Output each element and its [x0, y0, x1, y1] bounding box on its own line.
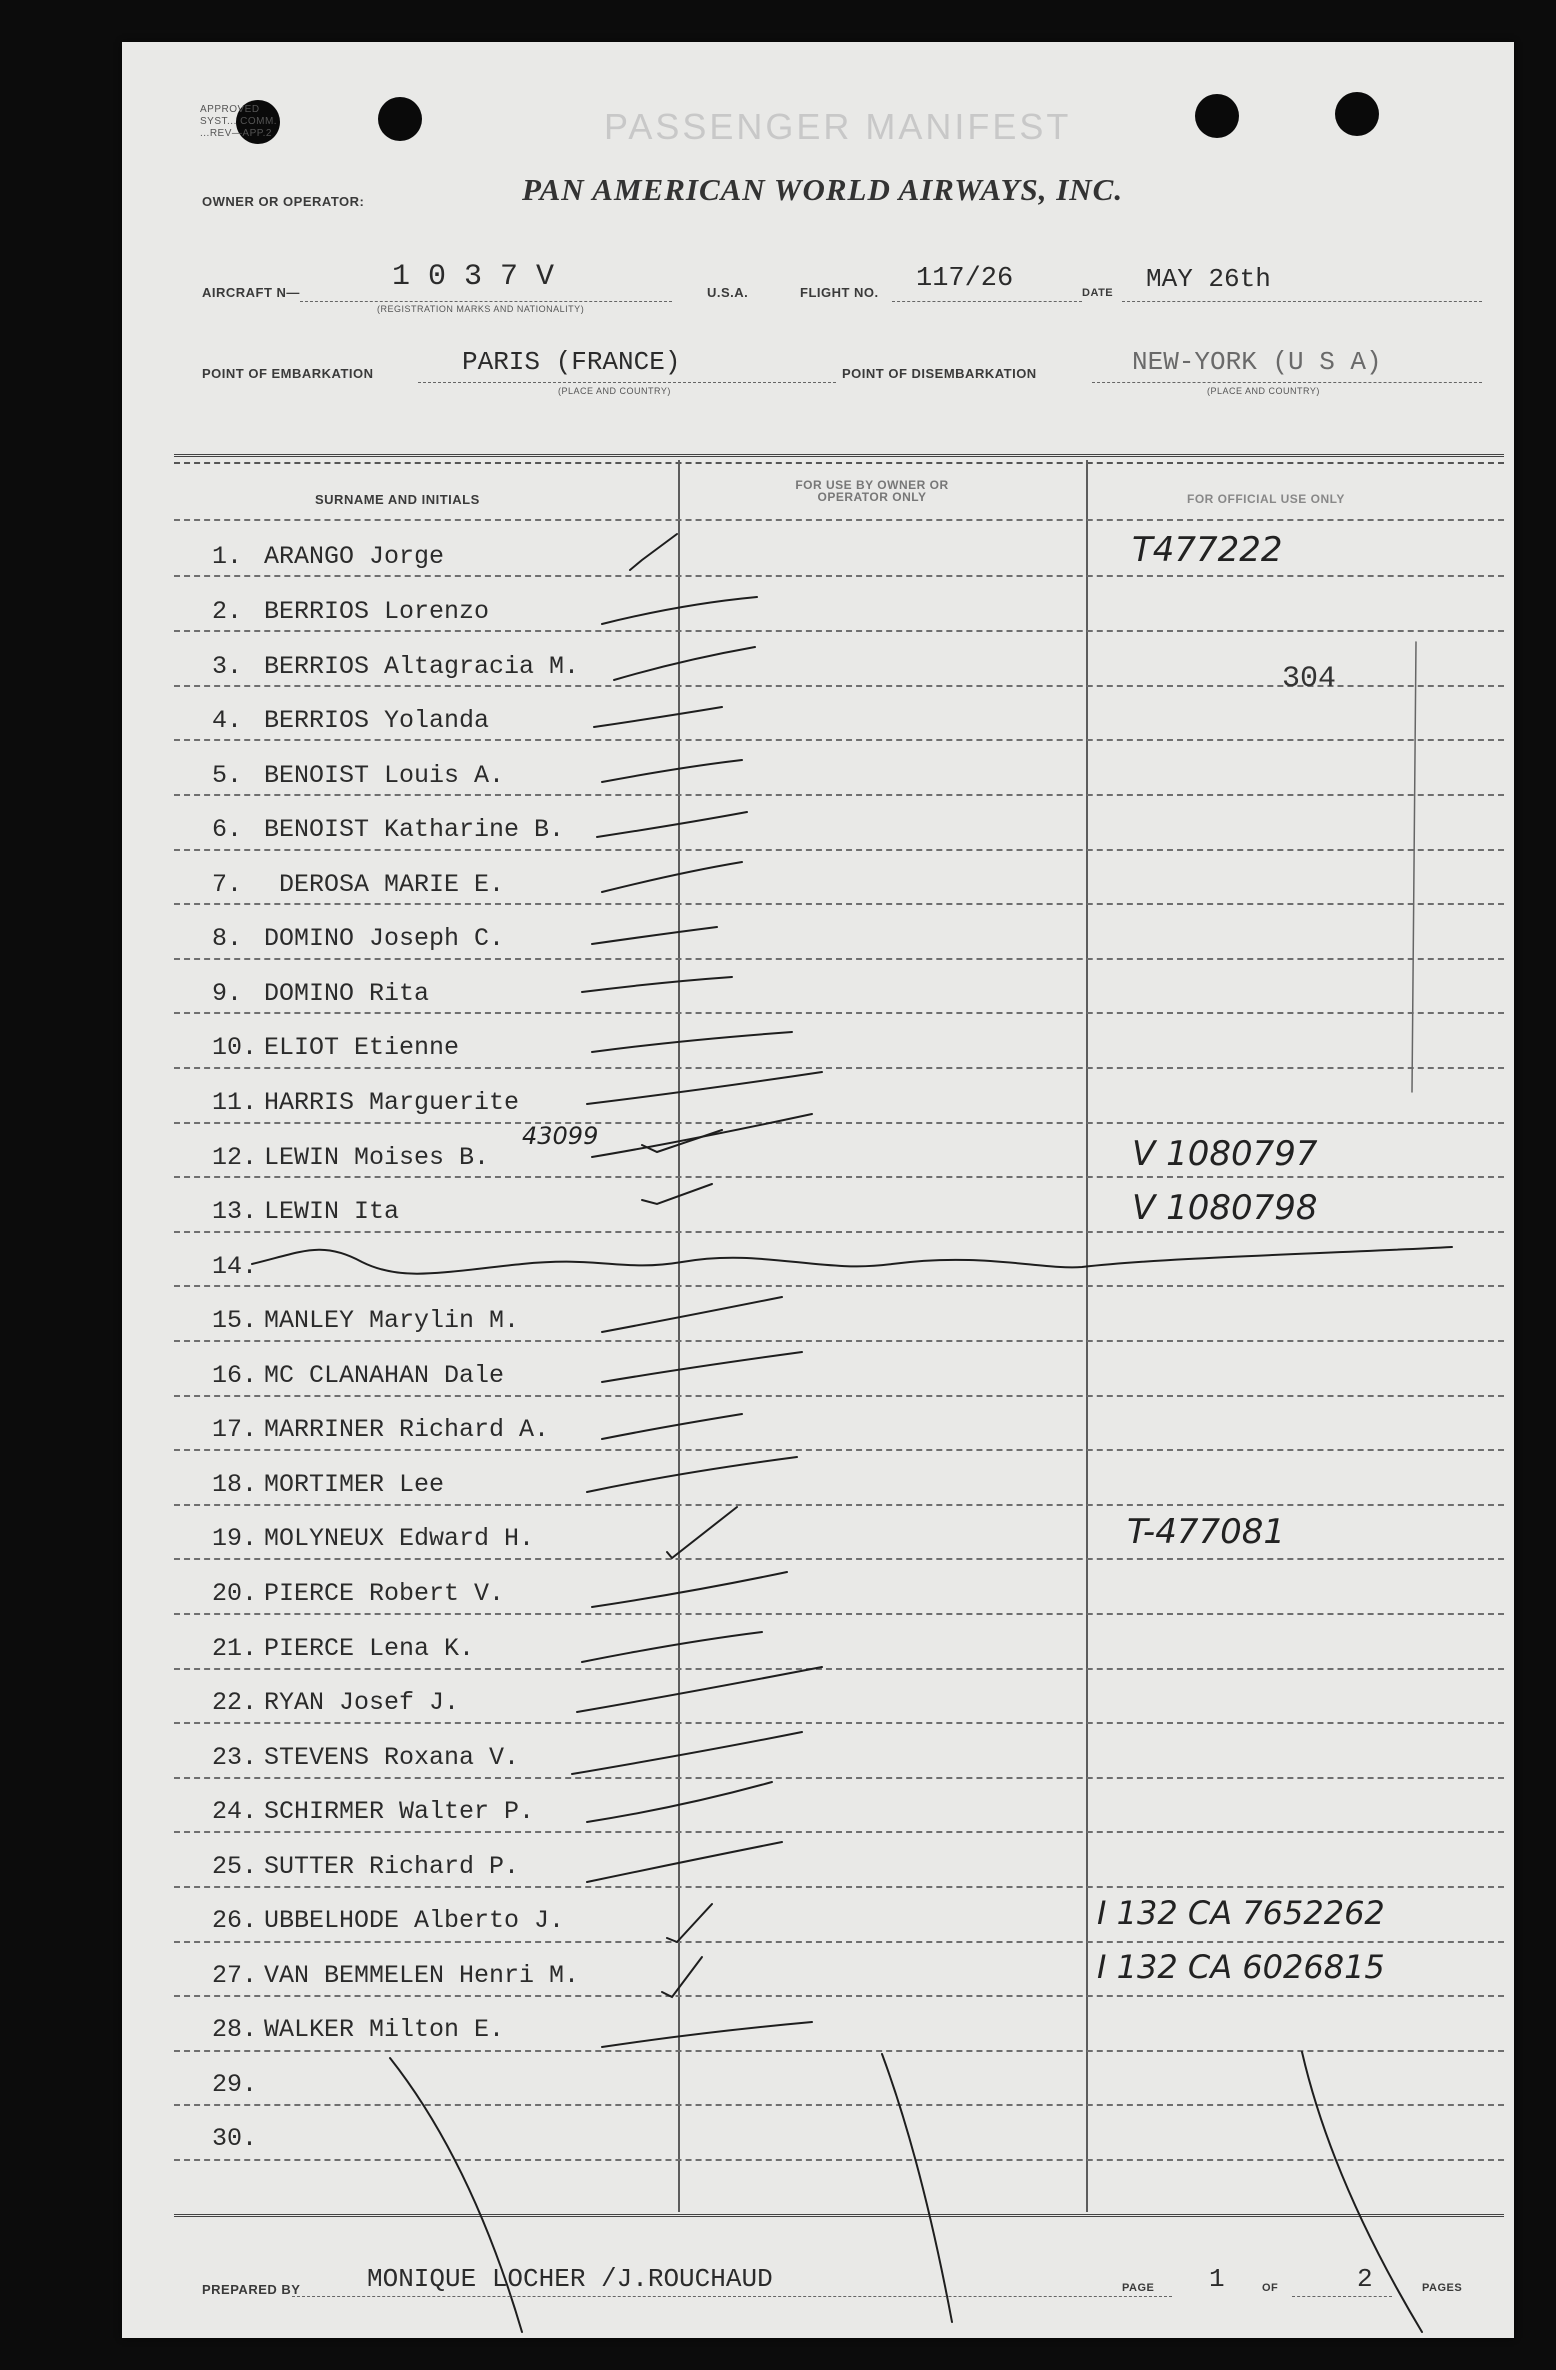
passenger-name: LEWIN Moises B. — [264, 1143, 490, 1172]
pen-stroke — [587, 1782, 772, 1822]
handwritten-entry-row13: V 1080798 — [1132, 1188, 1318, 1228]
row-number: 20. — [212, 1579, 258, 1608]
passenger-name: SUTTER Richard P. — [264, 1852, 520, 1881]
page-label: PAGE — [1122, 2282, 1155, 2294]
row-number: 16. — [212, 1361, 258, 1390]
row-number: 27. — [212, 1961, 258, 1990]
pen-stroke — [582, 1632, 762, 1662]
disembark-value: NEW-YORK (U S A) — [1132, 347, 1382, 377]
aircraft-caption: (REGISTRATION MARKS AND NATIONALITY) — [377, 304, 585, 314]
pen-stroke — [592, 1572, 787, 1607]
page-number: 1 — [1209, 2264, 1225, 2294]
pen-stroke — [594, 707, 722, 727]
pen-stroke — [614, 647, 755, 680]
row-number: 28. — [212, 2015, 258, 2044]
flight-label: FLIGHT NO. — [800, 285, 879, 300]
embark-value: PARIS (FRANCE) — [462, 347, 681, 377]
row-number: 29. — [212, 2070, 258, 2099]
row-number: 9. — [212, 979, 243, 1008]
of-label: OF — [1262, 2282, 1279, 2294]
passenger-name: ARANGO Jorge — [264, 542, 445, 571]
pen-stroke — [587, 1457, 797, 1492]
row-number: 7. — [212, 870, 243, 899]
row-number: 22. — [212, 1688, 258, 1717]
row-number: 25. — [212, 1852, 258, 1881]
row-number: 17. — [212, 1415, 258, 1444]
pen-stroke — [572, 1732, 802, 1774]
pen-stroke — [577, 1667, 822, 1712]
date-value: MAY 26th — [1146, 264, 1271, 294]
pen-stroke — [592, 1114, 812, 1157]
passenger-name: MARRINER Richard A. — [264, 1415, 550, 1444]
passenger-name: BERRIOS Lorenzo — [264, 597, 490, 626]
margin-line — [1412, 642, 1416, 1092]
passenger-name: WALKER Milton E. — [264, 2015, 505, 2044]
row-number: 2. — [212, 597, 243, 626]
check-mark — [667, 1507, 737, 1558]
row-number: 26. — [212, 1906, 258, 1935]
row-number: 10. — [212, 1033, 258, 1062]
flight-number: 117/26 — [916, 264, 1014, 294]
passenger-name: UBBELHODE Alberto J. — [264, 1906, 565, 1935]
handwritten-entry-row1: T477222 — [1132, 530, 1283, 570]
passenger-name: DOMINO Joseph C. — [264, 924, 505, 953]
form-title: PASSENGER MANIFEST — [604, 106, 1072, 147]
pen-stroke — [587, 1842, 782, 1882]
passenger-name: ELIOT Etienne — [264, 1033, 460, 1062]
pen-stroke — [602, 2022, 812, 2047]
pen-stroke — [602, 1352, 802, 1382]
pen-stroke — [597, 812, 747, 837]
pen-stroke — [587, 1072, 822, 1104]
disembark-caption: (PLACE AND COUNTRY) — [1207, 386, 1320, 396]
passenger-name: BERRIOS Altagracia M. — [264, 652, 580, 681]
total-pages: 2 — [1357, 2264, 1373, 2294]
row-number: 13. — [212, 1197, 258, 1226]
usa-label: U.S.A. — [707, 285, 749, 300]
row-number: 5. — [212, 761, 243, 790]
passenger-name: MOLYNEUX Edward H. — [264, 1524, 535, 1553]
row-number: 18. — [212, 1470, 258, 1499]
approval-line-3: ...REV—APP.2 — [200, 128, 272, 139]
pen-stroke — [602, 597, 757, 624]
row-number: 8. — [212, 924, 243, 953]
row-number: 4. — [212, 706, 243, 735]
row-number: 12. — [212, 1143, 258, 1172]
passenger-name: MORTIMER Lee — [264, 1470, 445, 1499]
passenger-name: DOMINO Rita — [264, 979, 430, 1008]
row-number: 23. — [212, 1743, 258, 1772]
pen-stroke — [592, 927, 717, 944]
row-number: 14. — [212, 1252, 258, 1281]
pen-stroke — [602, 1414, 742, 1439]
row-number: 19. — [212, 1524, 258, 1553]
passenger-name: MC CLANAHAN Dale — [264, 1361, 505, 1390]
official-number-304: 304 — [1282, 662, 1337, 696]
passenger-name: PIERCE Robert V. — [264, 1579, 505, 1608]
pen-stroke — [582, 977, 732, 992]
row-number: 15. — [212, 1306, 258, 1335]
passenger-name: MANLEY Marylin M. — [264, 1306, 520, 1335]
handwritten-entry-row19: T-477081 — [1127, 1512, 1285, 1552]
embark-caption: (PLACE AND COUNTRY) — [558, 386, 671, 396]
passenger-name: BENOIST Katharine B. — [264, 815, 565, 844]
column-header-surname: SURNAME AND INITIALS — [315, 492, 480, 507]
passenger-name: PIERCE Lena K. — [264, 1634, 475, 1663]
row-number: 24. — [212, 1797, 258, 1826]
row-number: 6. — [212, 815, 243, 844]
row-number: 3. — [212, 652, 243, 681]
pages-label: PAGES — [1422, 2282, 1463, 2294]
manifest-sheet — [122, 42, 1514, 2338]
pen-stroke — [602, 1297, 782, 1332]
pen-marks — [122, 42, 1514, 2338]
check-mark — [642, 1184, 712, 1204]
closing-line — [882, 2054, 952, 2322]
date-label: DATE — [1082, 287, 1114, 299]
check-mark — [667, 1904, 712, 1942]
passenger-name: LEWIN Ita — [264, 1197, 400, 1226]
cancel-line-row14 — [252, 1247, 1452, 1274]
owner-label: OWNER OR OPERATOR: — [202, 194, 365, 209]
column-header-official-use: FOR OFFICIAL USE ONLY — [1187, 492, 1345, 506]
row-number: 11. — [212, 1088, 258, 1117]
pen-stroke — [602, 760, 742, 782]
pen-stroke — [602, 862, 742, 892]
column-header-owner-use: FOR USE BY OWNER OR OPERATOR ONLY — [795, 478, 949, 504]
approval-line-1: APPROVED — [200, 104, 260, 115]
prepared-by-value: MONIQUE LOCHER /J.ROUCHAUD — [367, 2264, 773, 2294]
check-mark — [662, 1957, 702, 1997]
embark-label: POINT OF EMBARKATION — [202, 366, 374, 381]
passenger-name: RYAN Josef J. — [264, 1688, 460, 1717]
row-number: 30. — [212, 2124, 258, 2153]
aircraft-label: AIRCRAFT N— — [202, 285, 300, 300]
passenger-name: DEROSA MARIE E. — [264, 870, 505, 899]
owner-name: PAN AMERICAN WORLD AIRWAYS, INC. — [522, 172, 1124, 207]
row-number: 21. — [212, 1634, 258, 1663]
passenger-name: STEVENS Roxana V. — [264, 1743, 520, 1772]
handwritten-note-row12: 43099 — [522, 1122, 599, 1150]
passenger-name: BENOIST Louis A. — [264, 761, 505, 790]
handwritten-entry-row27: I 132 CA 6026815 — [1097, 1948, 1385, 1986]
passenger-name: VAN BEMMELEN Henri M. — [264, 1961, 580, 1990]
passenger-name: SCHIRMER Walter P. — [264, 1797, 535, 1826]
handwritten-entry-row26: I 132 CA 7652262 — [1097, 1894, 1385, 1932]
passenger-name: HARRIS Marguerite — [264, 1088, 520, 1117]
row-number: 1. — [212, 542, 243, 571]
disembark-label: POINT OF DISEMBARKATION — [842, 366, 1037, 381]
passenger-name: BERRIOS Yolanda — [264, 706, 490, 735]
approval-line-2: SYST... COMM. — [200, 116, 278, 127]
handwritten-entry-row12: V 1080797 — [1132, 1134, 1318, 1174]
pen-stroke — [592, 1032, 792, 1052]
aircraft-number: 1 0 3 7 V — [392, 260, 555, 294]
check-mark — [630, 534, 677, 570]
prepared-by-label: PREPARED BY — [202, 2282, 301, 2297]
